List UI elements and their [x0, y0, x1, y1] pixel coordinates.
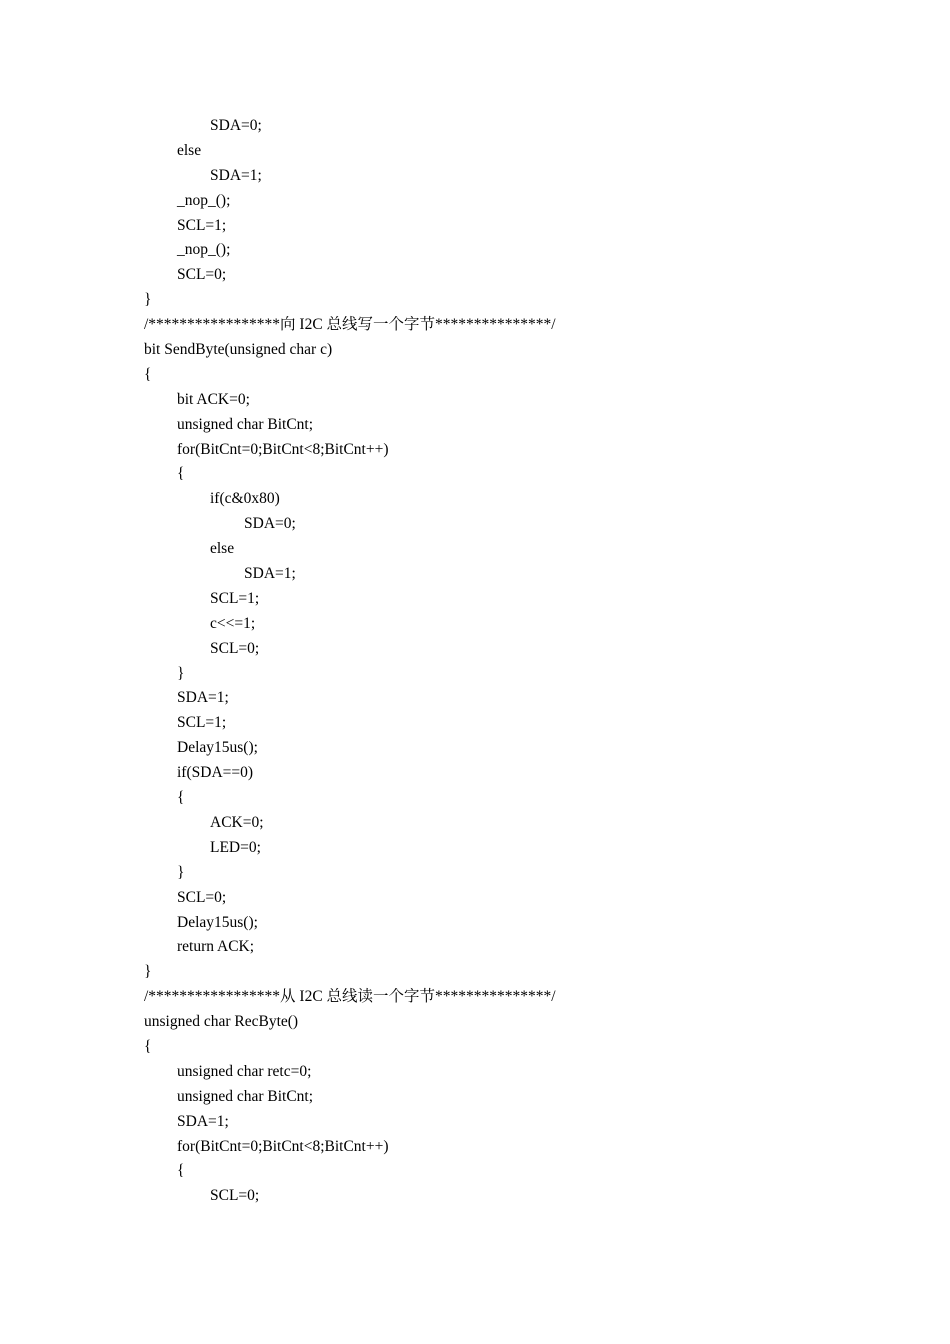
- code-line: SCL=0;: [210, 1187, 260, 1205]
- code-line: SDA=1;: [177, 689, 229, 707]
- code-line: _nop_();: [177, 191, 231, 209]
- code-line: else: [210, 540, 235, 558]
- code-line: Delay15us();: [177, 739, 258, 757]
- code-line: SCL=0;: [177, 888, 227, 906]
- code-line: SCL=0;: [210, 639, 260, 657]
- code-line: {: [177, 465, 185, 483]
- function-signature-recbyte: unsigned char RecByte(): [144, 1013, 299, 1031]
- code-line: unsigned char retc=0;: [177, 1062, 312, 1080]
- code-line: SDA=1;: [177, 1112, 229, 1130]
- code-line: unsigned char BitCnt;: [177, 415, 314, 433]
- code-line: if(c&0x80): [210, 490, 280, 508]
- code-line: ACK=0;: [210, 813, 264, 831]
- code-line: {: [144, 1037, 152, 1055]
- code-listing: [0, 114, 950, 1209]
- code-line: if(SDA==0): [177, 764, 254, 782]
- code-line: {: [177, 1162, 185, 1180]
- code-line: bit ACK=0;: [177, 390, 250, 408]
- code-line: LED=0;: [210, 838, 261, 856]
- code-line: for(BitCnt=0;BitCnt<8;BitCnt++): [177, 1137, 389, 1155]
- code-line: {: [144, 365, 152, 383]
- code-line: }: [177, 863, 185, 881]
- code-line: {: [177, 789, 185, 807]
- code-line: c<<=1;: [210, 614, 256, 632]
- code-line: _nop_();: [177, 241, 231, 259]
- code-line: return ACK;: [177, 938, 255, 956]
- code-line: SDA=1;: [210, 166, 262, 184]
- code-line: SDA=0;: [244, 515, 296, 533]
- code-line: SCL=1;: [177, 714, 227, 732]
- code-line: SCL=0;: [177, 266, 227, 284]
- code-line: unsigned char BitCnt;: [177, 1087, 314, 1105]
- code-line: SDA=1;: [244, 565, 296, 583]
- code-line: SCL=1;: [210, 589, 260, 607]
- section-comment-rec-byte: /*****************从 I2C 总线读一个字节***************/: [144, 988, 556, 1006]
- code-line: }: [144, 963, 152, 981]
- code-line: SCL=1;: [177, 216, 227, 234]
- section-comment-send-byte: /*****************向 I2C 总线写一个字节***************/: [144, 316, 556, 334]
- code-line: Delay15us();: [177, 913, 258, 931]
- code-line: }: [144, 291, 152, 309]
- code-line: }: [177, 664, 185, 682]
- code-line: SDA=0;: [210, 117, 262, 134]
- code-line: else: [177, 141, 202, 159]
- code-line: for(BitCnt=0;BitCnt<8;BitCnt++): [177, 440, 389, 458]
- function-signature-sendbyte: bit SendByte(unsigned char c): [144, 341, 333, 359]
